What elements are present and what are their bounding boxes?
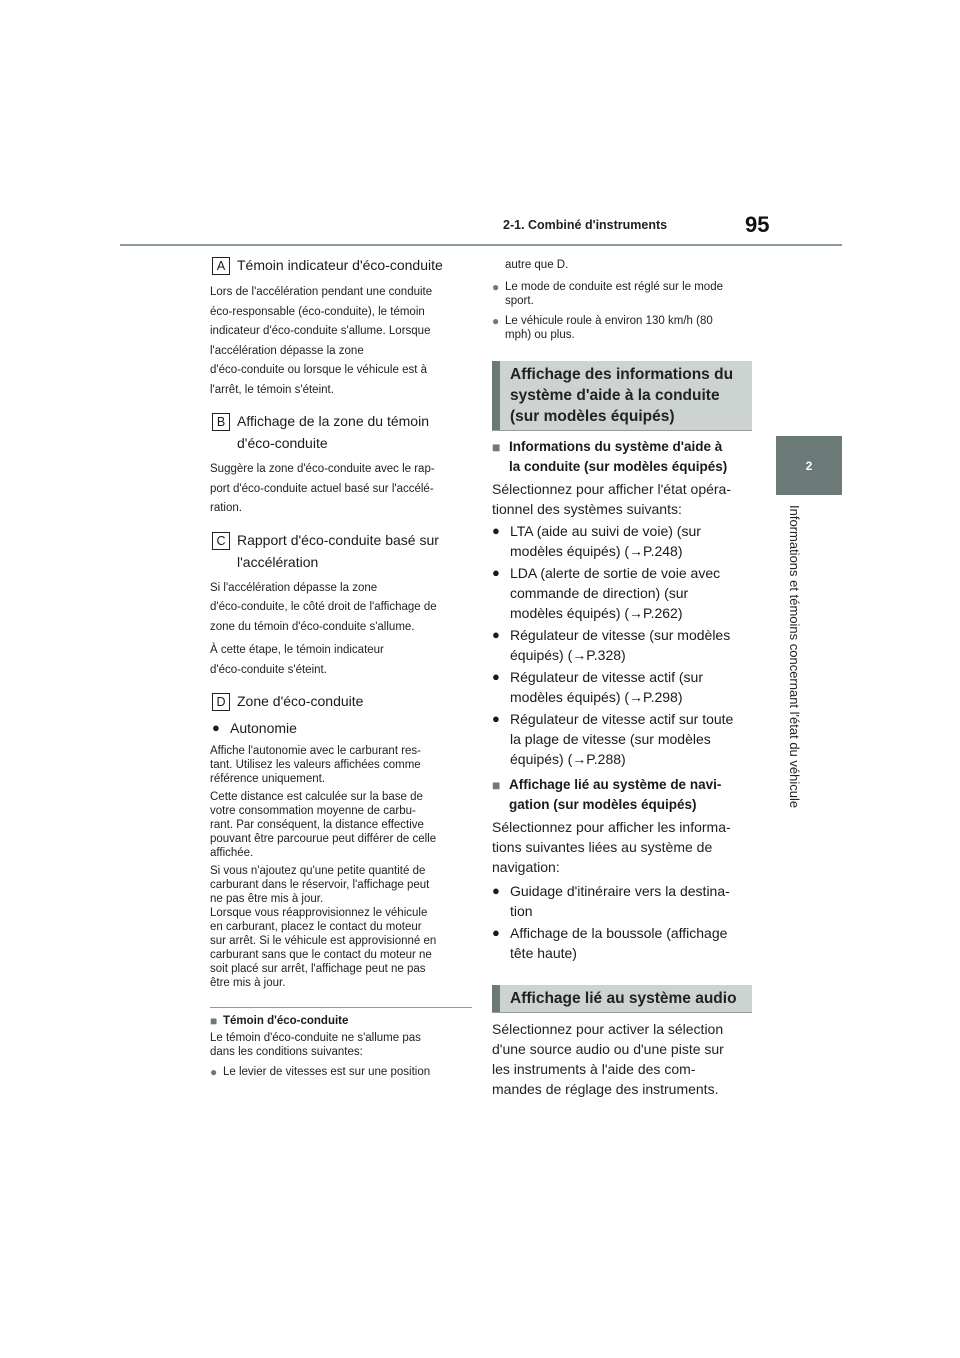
- system-item-lda: [492, 563, 752, 623]
- text-line: tions suivantes liées au système de: [492, 839, 713, 855]
- text-line: être mis à jour.: [210, 977, 286, 989]
- bullet-icon: ●: [492, 925, 500, 940]
- navigation-subheading: [492, 775, 752, 815]
- heading-underline: [492, 1012, 752, 1013]
- chapter-tab: 2: [776, 436, 842, 495]
- bullet-icon: ●: [212, 720, 220, 735]
- item-b-description: [210, 460, 472, 519]
- right-column: [492, 254, 752, 1099]
- subheading-text: [509, 437, 727, 477]
- item-c-title-line1: Rapport d'éco-conduite basé sur: [237, 531, 439, 548]
- text-line: référence uniquement.: [210, 773, 326, 785]
- text-line: ne pas être mis à jour.: [210, 893, 324, 905]
- text-line: Si l'accélération dépasse la zone: [210, 581, 378, 594]
- text-line: indicateur d'éco-conduite s'allume. Lorsque: [210, 325, 431, 337]
- nav-item-compass: [492, 923, 752, 963]
- text-line: la plage de vitesse (sur modèles: [510, 731, 711, 747]
- page-link[interactable]: modèles équipés) (→P.248): [510, 543, 683, 559]
- bullet-icon: ●: [492, 565, 500, 580]
- page-link[interactable]: équipés) (→P.288): [510, 751, 626, 767]
- text-line: Sélectionnez pour afficher l'état opéra-: [492, 481, 732, 497]
- system-item-acc: [492, 667, 752, 707]
- page-number: 95: [745, 212, 770, 237]
- section-label: 2-1. Combiné d'instruments: [503, 218, 668, 232]
- text-line: l'arrêt, le témoin s'éteint.: [210, 383, 334, 396]
- system-text: [510, 563, 720, 623]
- bullet-icon: ●: [492, 711, 500, 726]
- bullet-icon: ●: [492, 669, 500, 684]
- text-line: Le témoin d'éco-conduite ne s'allume pas: [210, 1032, 421, 1044]
- heading-underline: [492, 430, 752, 431]
- text-line: Le mode de conduite est réglé sur le mode: [505, 281, 723, 293]
- text-line: mandes de réglage des instruments.: [492, 1081, 719, 1097]
- text-line: d'éco-conduite s'éteint.: [210, 663, 327, 676]
- text-line: Régulateur de vitesse (sur modèles: [510, 627, 731, 643]
- letter-a-box: A: [212, 257, 230, 275]
- square-bullet-icon: ■: [492, 439, 501, 455]
- text-line: LDA (alerte de sortie de voie avec: [510, 565, 721, 581]
- text-line: d'éco-conduite, le côté droit de l'affichage de: [210, 601, 437, 613]
- text-line: carburant sans que le contact du moteur ne: [210, 949, 432, 961]
- item-d-heading: [210, 690, 472, 712]
- item-c-title: [237, 529, 472, 573]
- subheading-text: [509, 775, 721, 815]
- text-line: d'éco-conduite ou lorsque le véhicule est à: [210, 364, 428, 376]
- item-c-description: [210, 579, 472, 681]
- letter-b-box: B: [212, 413, 230, 431]
- bullet-icon: ●: [210, 1065, 218, 1079]
- item-c-heading: [210, 529, 472, 573]
- nav-text: [510, 923, 727, 963]
- chapter-title-vertical: [780, 505, 840, 825]
- text-line: Le véhicule roule à environ 130 km/h (80: [505, 315, 713, 327]
- text-line: zone du témoin d'éco-conduite s'allume.: [210, 620, 415, 633]
- item-b-title-line1: Affichage de la zone du témoin: [237, 413, 429, 429]
- condition-text: [505, 280, 723, 308]
- text-line: sport.: [505, 295, 534, 307]
- letter-c-box: C: [212, 532, 230, 550]
- system-text: [510, 521, 701, 561]
- heading-line: (sur modèles équipés): [510, 408, 675, 425]
- eco-note-body: [210, 1031, 472, 1059]
- eco-note-bullet: [210, 1065, 472, 1079]
- text-line: Informations du système d'aide à: [509, 439, 723, 454]
- item-b-title-line2: d'éco-conduite: [237, 435, 328, 451]
- text-line: les instruments à l'aide des com-: [492, 1061, 696, 1077]
- page-link[interactable]: modèles équipés) (→P.262): [510, 605, 683, 621]
- text-line: affichée.: [210, 847, 254, 859]
- text-line: port d'éco-conduite actuel basé sur l'accélé-: [210, 482, 434, 495]
- header-rule: [120, 244, 842, 246]
- eco-note-heading: [210, 1014, 472, 1029]
- nav-item-route: [492, 881, 752, 921]
- text-line: d'une source audio ou d'une piste sur: [492, 1041, 724, 1057]
- item-a-heading: [210, 254, 472, 276]
- text-line: tion: [510, 903, 533, 919]
- square-bullet-icon: ■: [210, 1014, 218, 1028]
- chapter-title: Informations et témoins concernant l'état du véhicule: [787, 505, 802, 809]
- text-line: tionnel des systèmes suivants:: [492, 501, 682, 517]
- text-line: Cette distance est calculée sur la base de: [210, 791, 423, 803]
- text-line: Suggère la zone d'éco-conduite avec le rap-: [210, 463, 435, 475]
- text-line: rant. Par conséquent, la distance effective: [210, 819, 424, 831]
- condition-bullet: [492, 314, 752, 342]
- text-line: Régulateur de vitesse actif sur toute: [510, 711, 734, 727]
- text-line: Lorsque vous réapprovisionnez le véhicule: [210, 907, 428, 919]
- item-d-title: Zone d'éco-conduite: [237, 693, 364, 709]
- condition-bullet: [492, 280, 752, 308]
- eco-note-title: Témoin d'éco-conduite: [223, 1015, 349, 1027]
- letter-d-box: D: [212, 693, 230, 711]
- text-line: tête haute): [510, 945, 577, 961]
- navigation-body: [492, 817, 752, 877]
- text-line: la conduite (sur modèles équipés): [509, 459, 728, 474]
- text-line: carburant dans le réservoir, l'affichage peut: [210, 879, 430, 891]
- system-item-cruise: [492, 625, 752, 665]
- text-line: dans les conditions suivantes:: [210, 1046, 363, 1058]
- text-line: éco-responsable (éco-conduite), le témoin: [210, 305, 425, 318]
- text-line: en carburant, placez le contact du moteur: [210, 921, 422, 933]
- text-line: autre que D.: [505, 259, 569, 271]
- text-line: À cette étape, le témoin indicateur: [210, 644, 384, 656]
- text-line: votre consommation moyenne de carbu-: [210, 805, 416, 817]
- text-line: navigation:: [492, 859, 560, 875]
- system-item-acc-full: [492, 709, 752, 769]
- text-line: l'accélération dépasse la zone: [210, 344, 364, 357]
- left-column: [210, 254, 472, 1079]
- text-line: Sélectionnez pour activer la sélection: [492, 1021, 724, 1037]
- bullet-icon: ●: [492, 280, 500, 294]
- text-line: Régulateur de vitesse actif (sur: [510, 669, 703, 685]
- text-line: Le levier de vitesses est sur une position: [223, 1066, 431, 1078]
- text-line: gation (sur modèles équipés): [509, 797, 697, 812]
- text-line: mph) ou plus.: [505, 329, 575, 341]
- nav-text: [510, 881, 730, 921]
- audio-heading: Affichage lié au système audio: [492, 985, 752, 1012]
- text-line: Si vous n'ajoutez qu'une petite quantité de: [210, 865, 426, 877]
- driver-assist-body: [492, 479, 752, 519]
- item-b-title: [237, 410, 472, 454]
- text-line: Affichage lié au système de navi-: [509, 777, 722, 792]
- condition-text: [505, 314, 713, 342]
- section-divider: [210, 1007, 472, 1008]
- text-line: Affichage de la boussole (affichage: [510, 925, 728, 941]
- item-a-description: [210, 283, 472, 400]
- text-line: Guidage d'itinéraire vers la destina-: [510, 883, 730, 899]
- bullet-icon: ●: [492, 627, 500, 642]
- text-line: LTA (aide au suivi de voie) (sur: [510, 523, 701, 539]
- autonomy-title: Autonomie: [230, 720, 297, 736]
- bullet-icon: ●: [492, 523, 500, 538]
- autonomy-description: [210, 744, 472, 990]
- item-a-title: Témoin indicateur d'éco-conduite: [237, 257, 443, 273]
- driver-assist-heading: [492, 361, 752, 430]
- text-line: Lors de l'accélération pendant une conduite: [210, 286, 433, 298]
- audio-body: [492, 1019, 752, 1099]
- text-line: commande de direction) (sur: [510, 585, 689, 601]
- text-line: tant. Utilisez les valeurs affichées comme: [210, 759, 421, 771]
- system-item-lta: [492, 521, 752, 561]
- driver-assist-subheading: [492, 437, 752, 477]
- text-line: Sélectionnez pour afficher les informa-: [492, 819, 731, 835]
- item-c-title-line2: l'accélération: [237, 553, 319, 570]
- text-line: pouvant être parcourue peut différer de celle: [210, 833, 437, 845]
- page-link[interactable]: équipés) (→P.328): [510, 647, 626, 663]
- text-line: sur arrêt. Si le véhicule est approvisionné en: [210, 935, 437, 947]
- square-bullet-icon: ■: [492, 777, 501, 793]
- bullet-icon: ●: [492, 883, 500, 898]
- system-text: [510, 667, 703, 707]
- system-text: [510, 709, 733, 769]
- heading-line: Affichage des informations du: [510, 366, 734, 383]
- bullet-icon: ●: [492, 314, 500, 328]
- system-text: [510, 625, 730, 665]
- page-link[interactable]: modèles équipés) (→P.298): [510, 689, 683, 705]
- text-line: soit placé sur arrêt, l'affichage peut ne pas: [210, 963, 426, 975]
- text-line: ration.: [210, 502, 242, 514]
- autonomy-bullet: [212, 718, 472, 738]
- heading-line: système d'aide à la conduite: [510, 387, 720, 404]
- item-b-heading: [210, 410, 472, 454]
- text-line: Affiche l'autonomie avec le carburant res-: [210, 745, 422, 757]
